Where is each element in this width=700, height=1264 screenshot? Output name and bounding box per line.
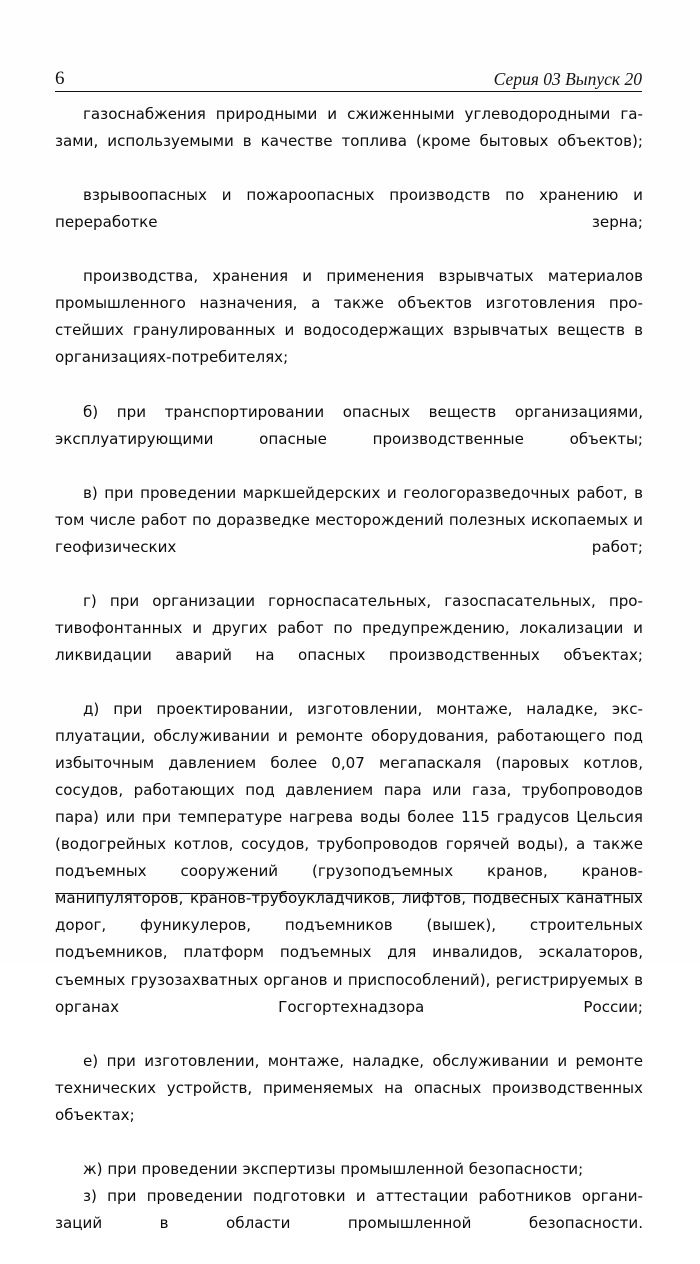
running-head-title: Серия 03 Выпуск 20 [493,68,642,89]
header-rule [55,91,642,92]
running-head [55,62,642,88]
paragraph: б) при транспортировании опасных веществ организациями, эксплуатирующими опасные производственные объекты; [55,402,643,448]
paragraph: д) при проектировании, изготовлении, монтаже, наладке, эксплуатации, обслуживании и ремонте оборудования, работающего под избыточным давлением более 0,07 мегапаскаля (паровых котлов, сосудов, работающих под давлением пара или газа, трубопроводов пара) или при температуре нагрева воды более 115 градусов Цельсия (водогрейных котлов, сосудов, трубопроводов горячей воды), а также подъемных сооружений (грузоподъемных кранов, кранов-манипуляторов, кранов-трубоукладчиков, лифтов, подвесных канатных дорог, фуникулеров, подъемников (вышек), строительных подъемников, платформ подъемных для инвалидов, эскалаторов, съемных грузозахватных органов и приспособлений), регистрируемых в органах Госгортехнадзора России; [55,700,643,1016]
paragraph: производства, хранения и применения взрывчатых материалов промышленного назначения, а также объектов изготовления простейших гранулированных и водосодержащих взрывчатых веществ в организациях-потребителях; [55,267,643,367]
paragraph: в) при проведении маркшейдерских и геологоразведочных работ, в том числе работ по доразведке месторождений полезных ископаемых и геофизических работ; [55,483,643,556]
paragraph: взрывоопасных и пожароопасных производств по хранению и переработке зерна; [55,186,643,232]
paragraph: е) при изготовлении, монтаже, наладке, обслуживании и ремонте технических устройств, применяемых на опасных производственных объектах; [55,1051,643,1124]
paragraph: газоснабжения природными и сжиженными углеводородными газами, используемыми в качестве топлива (кроме бытовых объектов); [55,105,643,151]
paragraph: г) при организации горноспасательных, газоспасательных, противофонтанных и других работ по предупреждению, локализации и ликвидации аварий на опасных производственных объектах; [55,591,643,664]
paragraph: з) при проведении подготовки и аттестации работников организаций в области промышленной безопасности. [55,1186,643,1232]
page-number: 6 [55,68,65,89]
footer-rule [55,893,642,894]
body-text-column [55,101,643,1264]
paragraph: ж) при проведении экспертизы промышленной безопасности; [83,1159,584,1178]
